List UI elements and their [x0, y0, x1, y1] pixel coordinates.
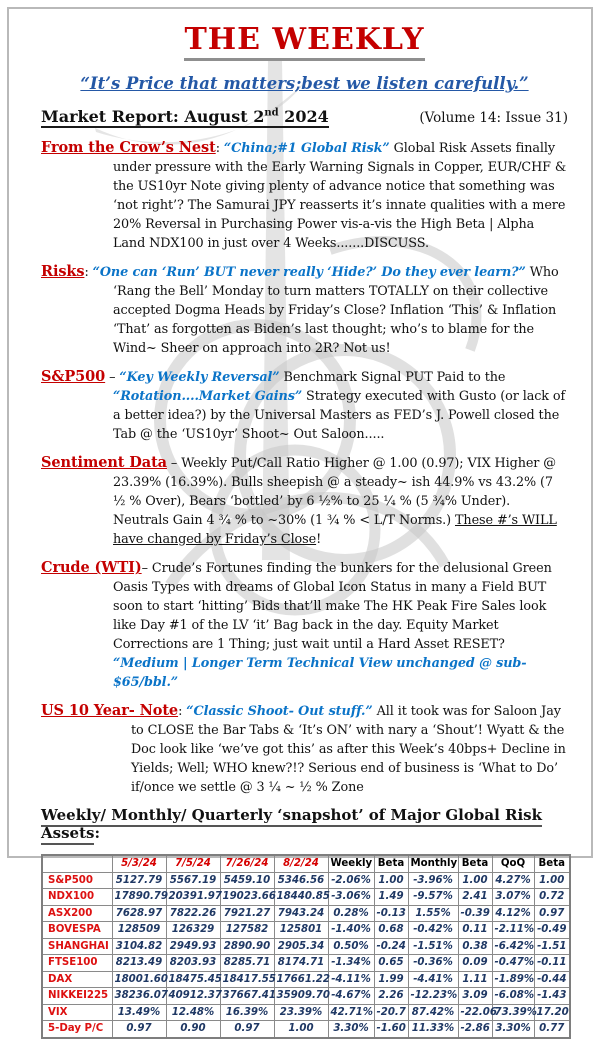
table-body	[42, 872, 570, 1038]
cell-value: 0.50%	[328, 938, 374, 955]
body-text: !	[316, 532, 322, 547]
risk-assets-table	[41, 854, 571, 1039]
cell-value: 4.12%	[492, 905, 534, 922]
cell-value: -0.39	[458, 905, 492, 922]
cell-value: 1.00	[458, 872, 492, 889]
section-heading: S&P500	[41, 368, 106, 385]
body-text: Global Risk Assets finally under pressure with the Early Warning Signals in Copper, EUR/CHF & the US10yr Note giving plenty of advance notice that something was ‘not right’? The Samurai JPY reasserts it’s innate qualities with a mere 20% Reversal in Purchasing Power vis-a-vis the High Beta | Alpha Land NDX100 in just over 4 Weeks.......DISCUSS.	[113, 141, 567, 251]
page-title: THE WEEKLY	[184, 22, 424, 61]
cell-value: -0.13	[374, 905, 408, 922]
cell-value: -6.42%	[492, 938, 534, 955]
title-wrap	[41, 22, 568, 61]
cell-value: 0.11	[458, 922, 492, 939]
cell-value: 0.38	[458, 938, 492, 955]
body-text: Strategy executed with Gusto (or lack of a better idea?) by the Universal Masters as FED’s J. Powell closed the Tab @ the ‘US10yr’ Shoot~ Out Saloon.....	[113, 389, 566, 442]
cell-value: -0.47%	[492, 955, 534, 972]
cell-value: 3.30%	[328, 1021, 374, 1038]
report-section	[41, 701, 568, 797]
table-row	[42, 905, 570, 922]
table-header-row	[42, 855, 570, 872]
cell-value: 0.97	[112, 1021, 166, 1038]
cell-value: 2890.90	[220, 938, 274, 955]
cell-value: 1.99	[374, 971, 408, 988]
cell-value: -0.36%	[408, 955, 458, 972]
row-label: BOVESPA	[42, 922, 112, 939]
cell-value: 42.71%	[328, 1004, 374, 1021]
column-header: 5/3/24	[112, 855, 166, 872]
cell-value: 2.26	[374, 988, 408, 1005]
cell-value: 5567.19	[166, 872, 220, 889]
cell-value: 8285.71	[220, 955, 274, 972]
cell-value: 5346.56	[274, 872, 328, 889]
cell-value: 1.00	[374, 872, 408, 889]
report-title-prefix: Market Report: August 2	[41, 107, 265, 126]
body-text: :	[178, 704, 187, 719]
cell-value: 1.00	[534, 872, 570, 889]
cell-value: 18475.45	[166, 971, 220, 988]
row-label: ASX200	[42, 905, 112, 922]
cell-value: 0.68	[374, 922, 408, 939]
cell-value: 19023.66	[220, 889, 274, 906]
row-label: NDX100	[42, 889, 112, 906]
cell-value: 0.09	[458, 955, 492, 972]
cell-value: -20.7	[374, 1004, 408, 1021]
cell-value: -0.24	[374, 938, 408, 955]
cell-value: 0.97	[534, 905, 570, 922]
table-row	[42, 955, 570, 972]
cell-value: -6.08%	[492, 988, 534, 1005]
cell-value: 0.77	[534, 1021, 570, 1038]
cell-value: 17.20	[534, 1004, 570, 1021]
report-line	[41, 107, 568, 128]
section-heading: Risks	[41, 263, 85, 280]
body-text: –	[105, 370, 120, 385]
cell-value: 5127.79	[112, 872, 166, 889]
cell-value: -2.86	[458, 1021, 492, 1038]
cell-value: 73.39%	[492, 1004, 534, 1021]
column-header: Beta	[374, 855, 408, 872]
cell-value: 11.33%	[408, 1021, 458, 1038]
table-row	[42, 1021, 570, 1038]
column-header: QoQ	[492, 855, 534, 872]
cell-value: 7822.26	[166, 905, 220, 922]
column-header: 7/5/24	[166, 855, 220, 872]
cell-value: 1.00	[274, 1021, 328, 1038]
cell-value: -4.67%	[328, 988, 374, 1005]
table-row	[42, 971, 570, 988]
section-heading: From the Crow’s Nest	[41, 139, 216, 156]
table-header	[42, 855, 570, 872]
column-header: Weekly	[328, 855, 374, 872]
cell-value: -4.11%	[328, 971, 374, 988]
cell-value: 35909.70	[274, 988, 328, 1005]
cell-value: -0.49	[534, 922, 570, 939]
cell-value: 17661.22	[274, 971, 328, 988]
cell-value: 128509	[112, 922, 166, 939]
cell-value: -3.96%	[408, 872, 458, 889]
column-header	[42, 855, 112, 872]
cell-value: 23.39%	[274, 1004, 328, 1021]
cell-value: 0.72	[534, 889, 570, 906]
cell-value: 1.49	[374, 889, 408, 906]
column-header: 8/2/24	[274, 855, 328, 872]
cell-value: 7921.27	[220, 905, 274, 922]
body-text: :	[84, 265, 93, 280]
cell-value: 18440.85	[274, 889, 328, 906]
cell-value: -2.06%	[328, 872, 374, 889]
row-label: 5-Day P/C	[42, 1021, 112, 1038]
table-row	[42, 1004, 570, 1021]
cell-value: 2.41	[458, 889, 492, 906]
cell-value: -0.44	[534, 971, 570, 988]
body-text: Who ‘Rang the Bell’ Monday to turn matters TOTALLY on their collective accepted Dogma Heads by Friday’s Close? Inflation ‘This’ & Inflation ‘That’ as forgotten as Biden’s last thought; who’s to blame for the Wind~ Sheer on approach into 2R? Not us!	[113, 265, 559, 356]
cell-value: 0.28%	[328, 905, 374, 922]
cell-value: 3.07%	[492, 889, 534, 906]
quote-text: “Classic Shoot- Out stuff.”	[186, 704, 373, 719]
report-section	[41, 558, 568, 692]
cell-value: 5459.10	[220, 872, 274, 889]
table-row	[42, 889, 570, 906]
cell-value: -1.89%	[492, 971, 534, 988]
section-heading: Crude (WTI)	[41, 559, 142, 576]
cell-value: -0.42%	[408, 922, 458, 939]
report-section	[41, 138, 568, 253]
cell-value: -4.41%	[408, 971, 458, 988]
quote-text: “Medium | Longer Term Technical View unchanged @ sub- $65/bbl.”	[113, 656, 527, 690]
cell-value: -0.11	[534, 955, 570, 972]
body-text: – Weekly Put/Call Ratio Higher @ 1.00 (0.97); VIX Higher @ 23.39% (16.39%). Bulls sheepish @ a steady~ ish 44.9% vs 43.2% (7 ½ % Over), Bears ‘bottled’ by 6 ½% to 25 ¼ % (5 ¾% Under). Neutrals Gain 4 ¾ % to ~30% (1 ¾ % < L/T Norms.)	[113, 456, 556, 528]
cell-value: -1.51	[534, 938, 570, 955]
volume-label: (Volume 14: Issue 31)	[419, 110, 568, 126]
quote-text: “Key Weekly Reversal”	[119, 370, 280, 385]
page-subtitle: “It’s Price that matters;best we listen carefully.”	[80, 74, 529, 93]
report-section	[41, 453, 568, 549]
body-text: Benchmark Signal PUT Paid to the	[279, 370, 506, 385]
snapshot-heading-text: Weekly/ Monthly/ Quarterly ‘snapshot’ of Major Global Risk Assets	[41, 806, 542, 845]
cell-value: 13.49%	[112, 1004, 166, 1021]
snapshot-heading	[41, 806, 568, 842]
date-ordinal-superscript: nd	[264, 107, 279, 119]
quote-text: “China;#1 Global Risk”	[223, 141, 390, 156]
cell-value: 37667.41	[220, 988, 274, 1005]
cell-value: 38236.07	[112, 988, 166, 1005]
cell-value: 18001.60	[112, 971, 166, 988]
cell-value: 8174.71	[274, 955, 328, 972]
cell-value: 1.11	[458, 971, 492, 988]
cell-value: -3.06%	[328, 889, 374, 906]
table-row	[42, 872, 570, 889]
cell-value: 1.55%	[408, 905, 458, 922]
cell-value: 12.48%	[166, 1004, 220, 1021]
emphasis-underline: These #’s WILL have changed by Friday’s Close	[113, 513, 557, 547]
cell-value: 127582	[220, 922, 274, 939]
report-title	[41, 107, 329, 128]
cell-value: 7943.24	[274, 905, 328, 922]
table-row	[42, 988, 570, 1005]
cell-value: 3104.82	[112, 938, 166, 955]
cell-value: -9.57%	[408, 889, 458, 906]
report-section	[41, 367, 568, 444]
quote-text: “Rotation....Market Gains”	[113, 389, 303, 404]
cell-value: -12.23%	[408, 988, 458, 1005]
row-label: SHANGHAI	[42, 938, 112, 955]
table-row	[42, 938, 570, 955]
cell-value: 3.09	[458, 988, 492, 1005]
cell-value: 18417.55	[220, 971, 274, 988]
cell-value: -1.51%	[408, 938, 458, 955]
cell-value: 16.39%	[220, 1004, 274, 1021]
cell-value: 8203.93	[166, 955, 220, 972]
row-label: NIKKEI225	[42, 988, 112, 1005]
cell-value: -22.06	[458, 1004, 492, 1021]
cell-value: 3.30%	[492, 1021, 534, 1038]
cell-value: 0.97	[220, 1021, 274, 1038]
cell-value: 2949.93	[166, 938, 220, 955]
cell-value: -2.11%	[492, 922, 534, 939]
row-label: FTSE100	[42, 955, 112, 972]
cell-value: 4.27%	[492, 872, 534, 889]
column-header: Monthly	[408, 855, 458, 872]
report-title-year: 2024	[278, 107, 329, 126]
cell-value: 2905.34	[274, 938, 328, 955]
cell-value: -1.43	[534, 988, 570, 1005]
cell-value: 126329	[166, 922, 220, 939]
report-section	[41, 262, 568, 358]
cell-value: 0.65	[374, 955, 408, 972]
row-label: DAX	[42, 971, 112, 988]
cell-value: -1.34%	[328, 955, 374, 972]
cell-value: -1.40%	[328, 922, 374, 939]
body-text: All it took was for Saloon Jay to CLOSE the Bar Tabs & ‘It’s ON’ with nary a ‘Shout’! Wyatt & the Doc look like ‘we’ve got this’ as after this Week’s 40bps+ Decline in Yields; Well; WHO knew?!? Serious end of business is ‘What to Do’ if/once we settle @ 3 ¼ ~ ½ % Zone	[131, 704, 566, 795]
cell-value: 125801	[274, 922, 328, 939]
row-label: VIX	[42, 1004, 112, 1021]
row-label: S&P500	[42, 872, 112, 889]
column-header: Beta	[458, 855, 492, 872]
quote-text: “One can ‘Run’ BUT never really ‘Hide?’ Do they ever learn?”	[92, 265, 526, 280]
cell-value: 20391.97	[166, 889, 220, 906]
column-header: 7/26/24	[220, 855, 274, 872]
table-row	[42, 922, 570, 939]
body-text: :	[215, 141, 224, 156]
cell-value: 8213.49	[112, 955, 166, 972]
section-heading: Sentiment Data	[41, 454, 167, 471]
section-heading: US 10 Year- Note	[41, 702, 179, 719]
cell-value: 17890.79	[112, 889, 166, 906]
sections	[41, 138, 568, 797]
snapshot-heading-colon: :	[94, 824, 100, 842]
cell-value: 40912.37	[166, 988, 220, 1005]
body-text: – Crude’s Fortunes finding the bunkers for the delusional Green Oasis Types with dreams of Global Icon Status in many a Field BUT soon to start ‘hitting’ Bids that’ll make The HK Peak Fire Sales look like Day #1 of the LV ‘it’ Bag back in the day. Equity Market Corrections are 1 Thing; just wait until a Hard Asset RESET?	[113, 561, 552, 652]
column-header: Beta	[534, 855, 570, 872]
cell-value: 0.90	[166, 1021, 220, 1038]
cell-value: -1.60	[374, 1021, 408, 1038]
cell-value: 7628.97	[112, 905, 166, 922]
cell-value: 87.42%	[408, 1004, 458, 1021]
